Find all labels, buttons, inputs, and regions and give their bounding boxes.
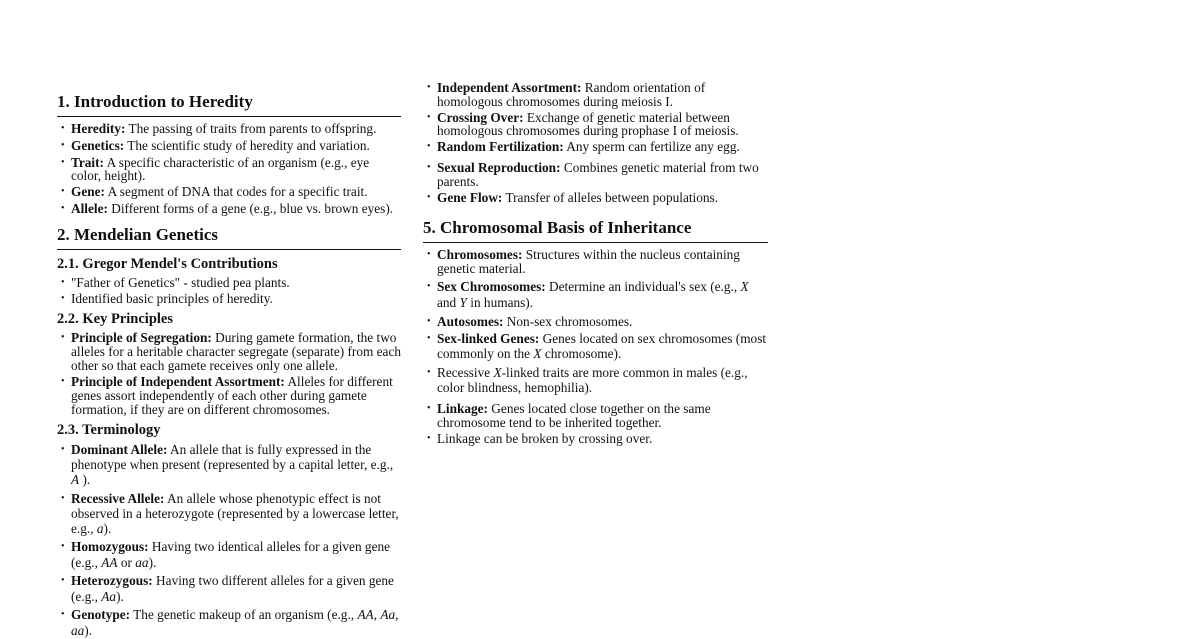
subsection-2-1-title: 2.1. Gregor Mendel's Contributions: [57, 256, 278, 272]
subsection-2-1-list: [57, 276, 401, 306]
section-4-list: [423, 81, 768, 204]
list-item: • Allele: Different forms of a gene (e.g., blue vs. brown eyes).: [57, 202, 401, 216]
list-item: • Gene: A segment of DNA that codes for a specific trait.: [57, 185, 401, 199]
list-item: • Homozygous: Having two identical alleles for a given gene (e.g., AA or aa).: [57, 539, 401, 571]
list-item: • Gene Flow: Transfer of alleles between populations.: [423, 191, 768, 205]
list-item: • Linkage: Genes located close together on the same chromosome tend to be inherited together.: [423, 402, 768, 430]
list-item: • Autosomes: Non-sex chromosomes.: [423, 315, 768, 329]
subsection-2-2-list: [57, 331, 401, 417]
list-item: • Heterozygous: Having two different alleles for a given gene (e.g., Aa).: [57, 573, 401, 605]
list-item: • Dominant Allele: An allele that is fully expressed in the phenotype when present (represented by a capital letter, e.g., A ).: [57, 442, 401, 487]
list-item: • Recessive X-linked traits are more common in males (e.g., color blindness, hemophilia).: [423, 365, 768, 395]
section-1-list: [57, 122, 401, 216]
list-item: • Recessive Allele: An allele whose phenotypic effect is not observed in a heterozygote (represented by a lowercase letter, e.g., a).: [57, 491, 401, 536]
subsection-2-3-list: [57, 442, 401, 639]
list-item: • Chromosomes: Structures within the nucleus containing genetic material.: [423, 248, 768, 276]
subsection-2-3-title: 2.3. Terminology: [57, 422, 161, 438]
subsection-2-2-title: 2.2. Key Principles: [57, 311, 173, 327]
section-4-continued: [423, 81, 768, 204]
list-item: • Genotype: The genetic makeup of an organism (e.g., AA, Aa, aa).: [57, 607, 401, 639]
list-item: • Identified basic principles of heredity.: [57, 292, 401, 306]
list-item: • Independent Assortment: Random orientation of homologous chromosomes during meiosis I.: [423, 81, 768, 109]
list-item: • Crossing Over: Exchange of genetic material between homologous chromosomes during prophase I of meiosis.: [423, 111, 768, 139]
list-item: • Principle of Independent Assortment: Alleles for different genes assort independently of each other during gamete formation, if they are on different chromosomes.: [57, 375, 401, 416]
list-item: • Linkage can be broken by crossing over.: [423, 432, 768, 446]
section-5-list: [423, 248, 768, 446]
list-item: • Sex Chromosomes: Determine an individual's sex (e.g., X and Y in humans).: [423, 279, 768, 311]
list-item: • Random Fertilization: Any sperm can fertilize any egg.: [423, 140, 768, 154]
list-item: • Heredity: The passing of traits from parents to offspring.: [57, 122, 401, 136]
section-2: [57, 225, 401, 250]
section-2-title: 2. Mendelian Genetics: [57, 225, 401, 250]
list-item: • Sexual Reproduction: Combines genetic material from two parents.: [423, 161, 768, 189]
section-5: [423, 218, 768, 446]
section-5-title: 5. Chromosomal Basis of Inheritance: [423, 218, 768, 243]
subsection-2-1: [57, 256, 401, 306]
list-item: • Sex-linked Genes: Genes located on sex chromosomes (most commonly on the X chromosome).: [423, 331, 768, 361]
list-item: • Genetics: The scientific study of heredity and variation.: [57, 139, 401, 153]
section-1-title: 1. Introduction to Heredity: [57, 92, 401, 117]
list-item: • Trait: A specific characteristic of an organism (e.g., eye color, height).: [57, 156, 401, 184]
subsection-2-3: [57, 422, 401, 639]
subsection-2-2: [57, 311, 401, 417]
list-item: • Principle of Segregation: During gamete formation, the two alleles for a heritable character segregate (separate) from each other so that each gamete receives only one allele.: [57, 331, 401, 372]
list-item: • "Father of Genetics" - studied pea plants.: [57, 276, 401, 290]
section-1: [57, 92, 401, 216]
